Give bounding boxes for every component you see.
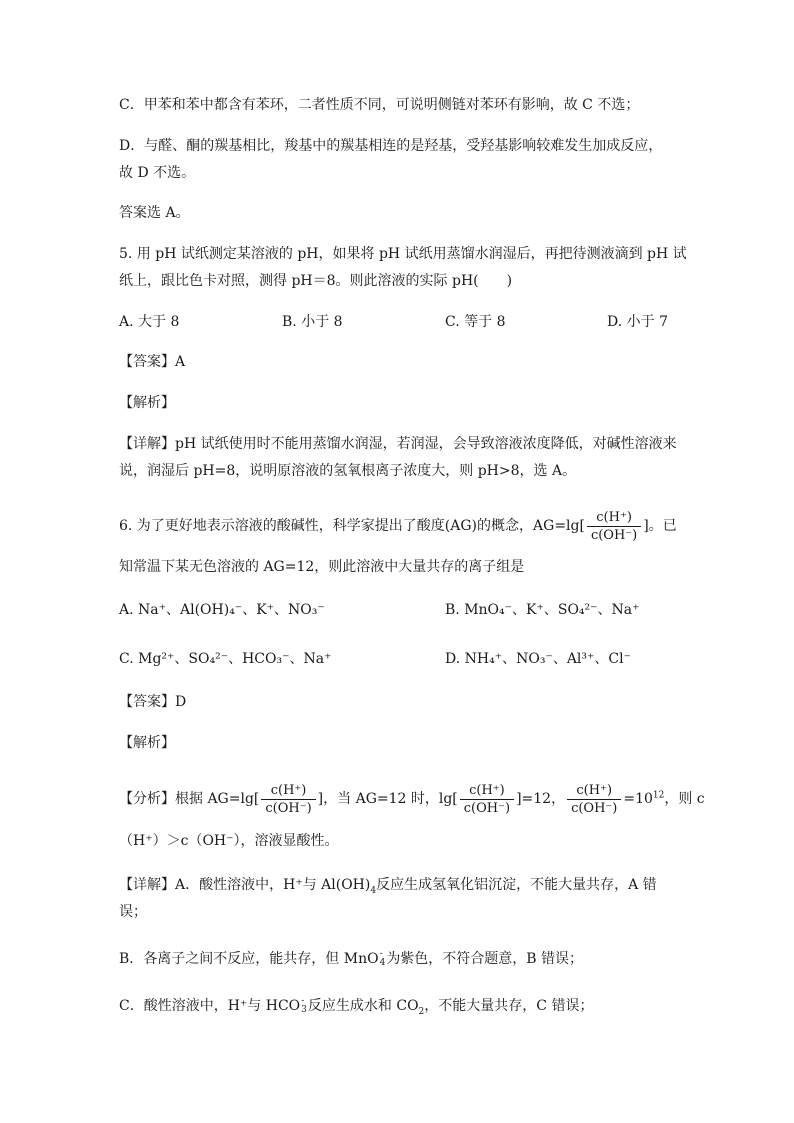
detail-c-text-mid: 反应生成水和 CO (307, 998, 419, 1014)
q6-detail-b (119, 949, 583, 969)
q5-stem-line1: 5. 用 pH 试纸测定某溶液的 pH，如果将 pH 试纸用蒸馏水润湿后，再把待测液滴到 pH 试 (119, 246, 687, 262)
hco3-charge (301, 997, 307, 1015)
q5-option-d: D. 小于 7 (607, 314, 668, 330)
q5-analysis-tag: 【解析】 (119, 395, 175, 411)
q5-detail-line1 (119, 434, 677, 454)
option-d-explanation-line2: 故 D 不选。 (119, 165, 196, 181)
fraction-denominator: c(OH⁻) (463, 800, 511, 816)
q6-detail-a-line1 (119, 875, 657, 895)
fenxi-fraction-2 (460, 782, 514, 817)
fenxi-fraction-1 (261, 782, 315, 817)
fenxi-text-c: ]=12， (516, 791, 566, 807)
q5-stem-line2: 纸上，跟比色卡对照，测得 pH＝8。则此溶液的实际 pH( ) (119, 273, 513, 289)
q6-stem-text: 6. 为了更好地表示溶液的酸碱性，科学家提出了酸度(AG)的概念，AG=lg[ (119, 518, 585, 534)
answer-value: A (175, 354, 186, 370)
q5-option-a: A. 大于 8 (119, 314, 180, 330)
detail-a-text: A．酸性溶液中，H⁺与 Al(OH) (175, 877, 371, 893)
fraction-denominator: c(OH⁻) (265, 800, 312, 816)
detail-b-text-end: 为紫色，不符合题意，B 错误； (386, 951, 584, 967)
q6-option-c: C. Mg²⁺、SO₄²⁻、HCO₃⁻、Na⁺ (119, 651, 332, 667)
subscript: 4 (370, 885, 377, 896)
option-c-explanation: C．甲苯和苯中都含有苯环，二者性质不同，可说明侧链对苯环有影响，故 C 不选； (119, 97, 640, 113)
fenxi-text-d: =10 (623, 791, 653, 807)
fraction-numerator: c(H⁺) (567, 782, 621, 800)
detail-c-text: C．酸性溶液中，H⁺与 HCO (119, 998, 301, 1014)
q6-stem-text-end: ]。已 (643, 518, 677, 534)
q6-stem-line2: 知常温下某无色溶液的 AG=12，则此溶液中大量共存的离子组是 (119, 559, 525, 575)
superscript: - (301, 996, 305, 1006)
detail-text: pH 试纸使用时不能用蒸馏水润湿，若润湿，会导致溶液浓度降低，对碱性溶液来 (175, 436, 677, 452)
acidity-fraction (587, 509, 641, 544)
fenxi-text-b: ]，当 AG=12 时，lg[ (317, 791, 458, 807)
answer-value: D (175, 694, 187, 710)
fraction-numerator: c(H⁺) (261, 782, 315, 800)
answer-tag: 【答案】 (119, 354, 175, 370)
exponent: 12 (652, 790, 665, 801)
q6-fenxi-line2: （H⁺）＞c（OH⁻），溶液显酸性。 (119, 833, 339, 849)
q6-answer (119, 692, 186, 712)
q5-answer (119, 352, 185, 372)
q5-option-c: C. 等于 8 (445, 314, 506, 330)
detail-a-text-end: 反应生成氢氧化铝沉淀，不能大量共存，A 错 (376, 877, 657, 893)
fenxi-text-a: 根据 AG=lg[ (175, 791, 260, 807)
q6-option-b: B. MnO₄⁻、K⁺、SO₄²⁻、Na⁺ (445, 602, 640, 618)
q5-option-b: B. 小于 8 (282, 314, 343, 330)
subscript: 4 (379, 958, 386, 968)
mno4-charge (380, 950, 386, 968)
fraction-denominator: c(OH⁻) (590, 527, 638, 543)
detail-b-text: B．各离子之间不反应，能共存，但 MnO (119, 951, 379, 967)
subscript: 2 (418, 1006, 425, 1017)
fraction-denominator: c(OH⁻) (571, 800, 618, 816)
detail-c-text-end: ，不能大量共存，C 错误； (424, 998, 594, 1014)
fenxi-text-e: ，则 c (664, 791, 705, 807)
q6-detail-c (119, 996, 593, 1016)
fenxi-tag: 【分析】 (119, 791, 175, 807)
fraction-numerator: c(H⁺) (460, 782, 514, 800)
answer-choice-line: 答案选 A。 (119, 205, 190, 221)
fenxi-fraction-3 (567, 782, 621, 817)
answer-tag: 【答案】 (119, 694, 175, 710)
q6-stem-line1 (119, 507, 677, 545)
superscript: - (379, 949, 383, 959)
subscript: 3 (301, 1005, 307, 1015)
q6-detail-a-line2: 误； (119, 904, 147, 920)
q6-analysis-tag: 【解析】 (119, 735, 175, 751)
q5-detail-line2: 说，润湿后 pH=8，说明原溶液的氢氧根离子浓度大，则 pH>8，选 A。 (119, 463, 577, 479)
q6-option-a: A. Na⁺、Al(OH)₄⁻、K⁺、NO₃⁻ (119, 602, 325, 618)
detail-tag: 【详解】 (119, 877, 175, 893)
q6-fenxi-line1 (119, 777, 705, 821)
detail-tag: 【详解】 (119, 436, 175, 452)
q6-option-d: D. NH₄⁺、NO₃⁻、Al³⁺、Cl⁻ (445, 651, 631, 667)
fraction-numerator: c(H⁺) (587, 509, 641, 527)
option-d-explanation-line1: D．与醛、酮的羰基相比，羧基中的羰基相连的是羟基，受羟基影响较难发生加成反应， (119, 138, 663, 154)
